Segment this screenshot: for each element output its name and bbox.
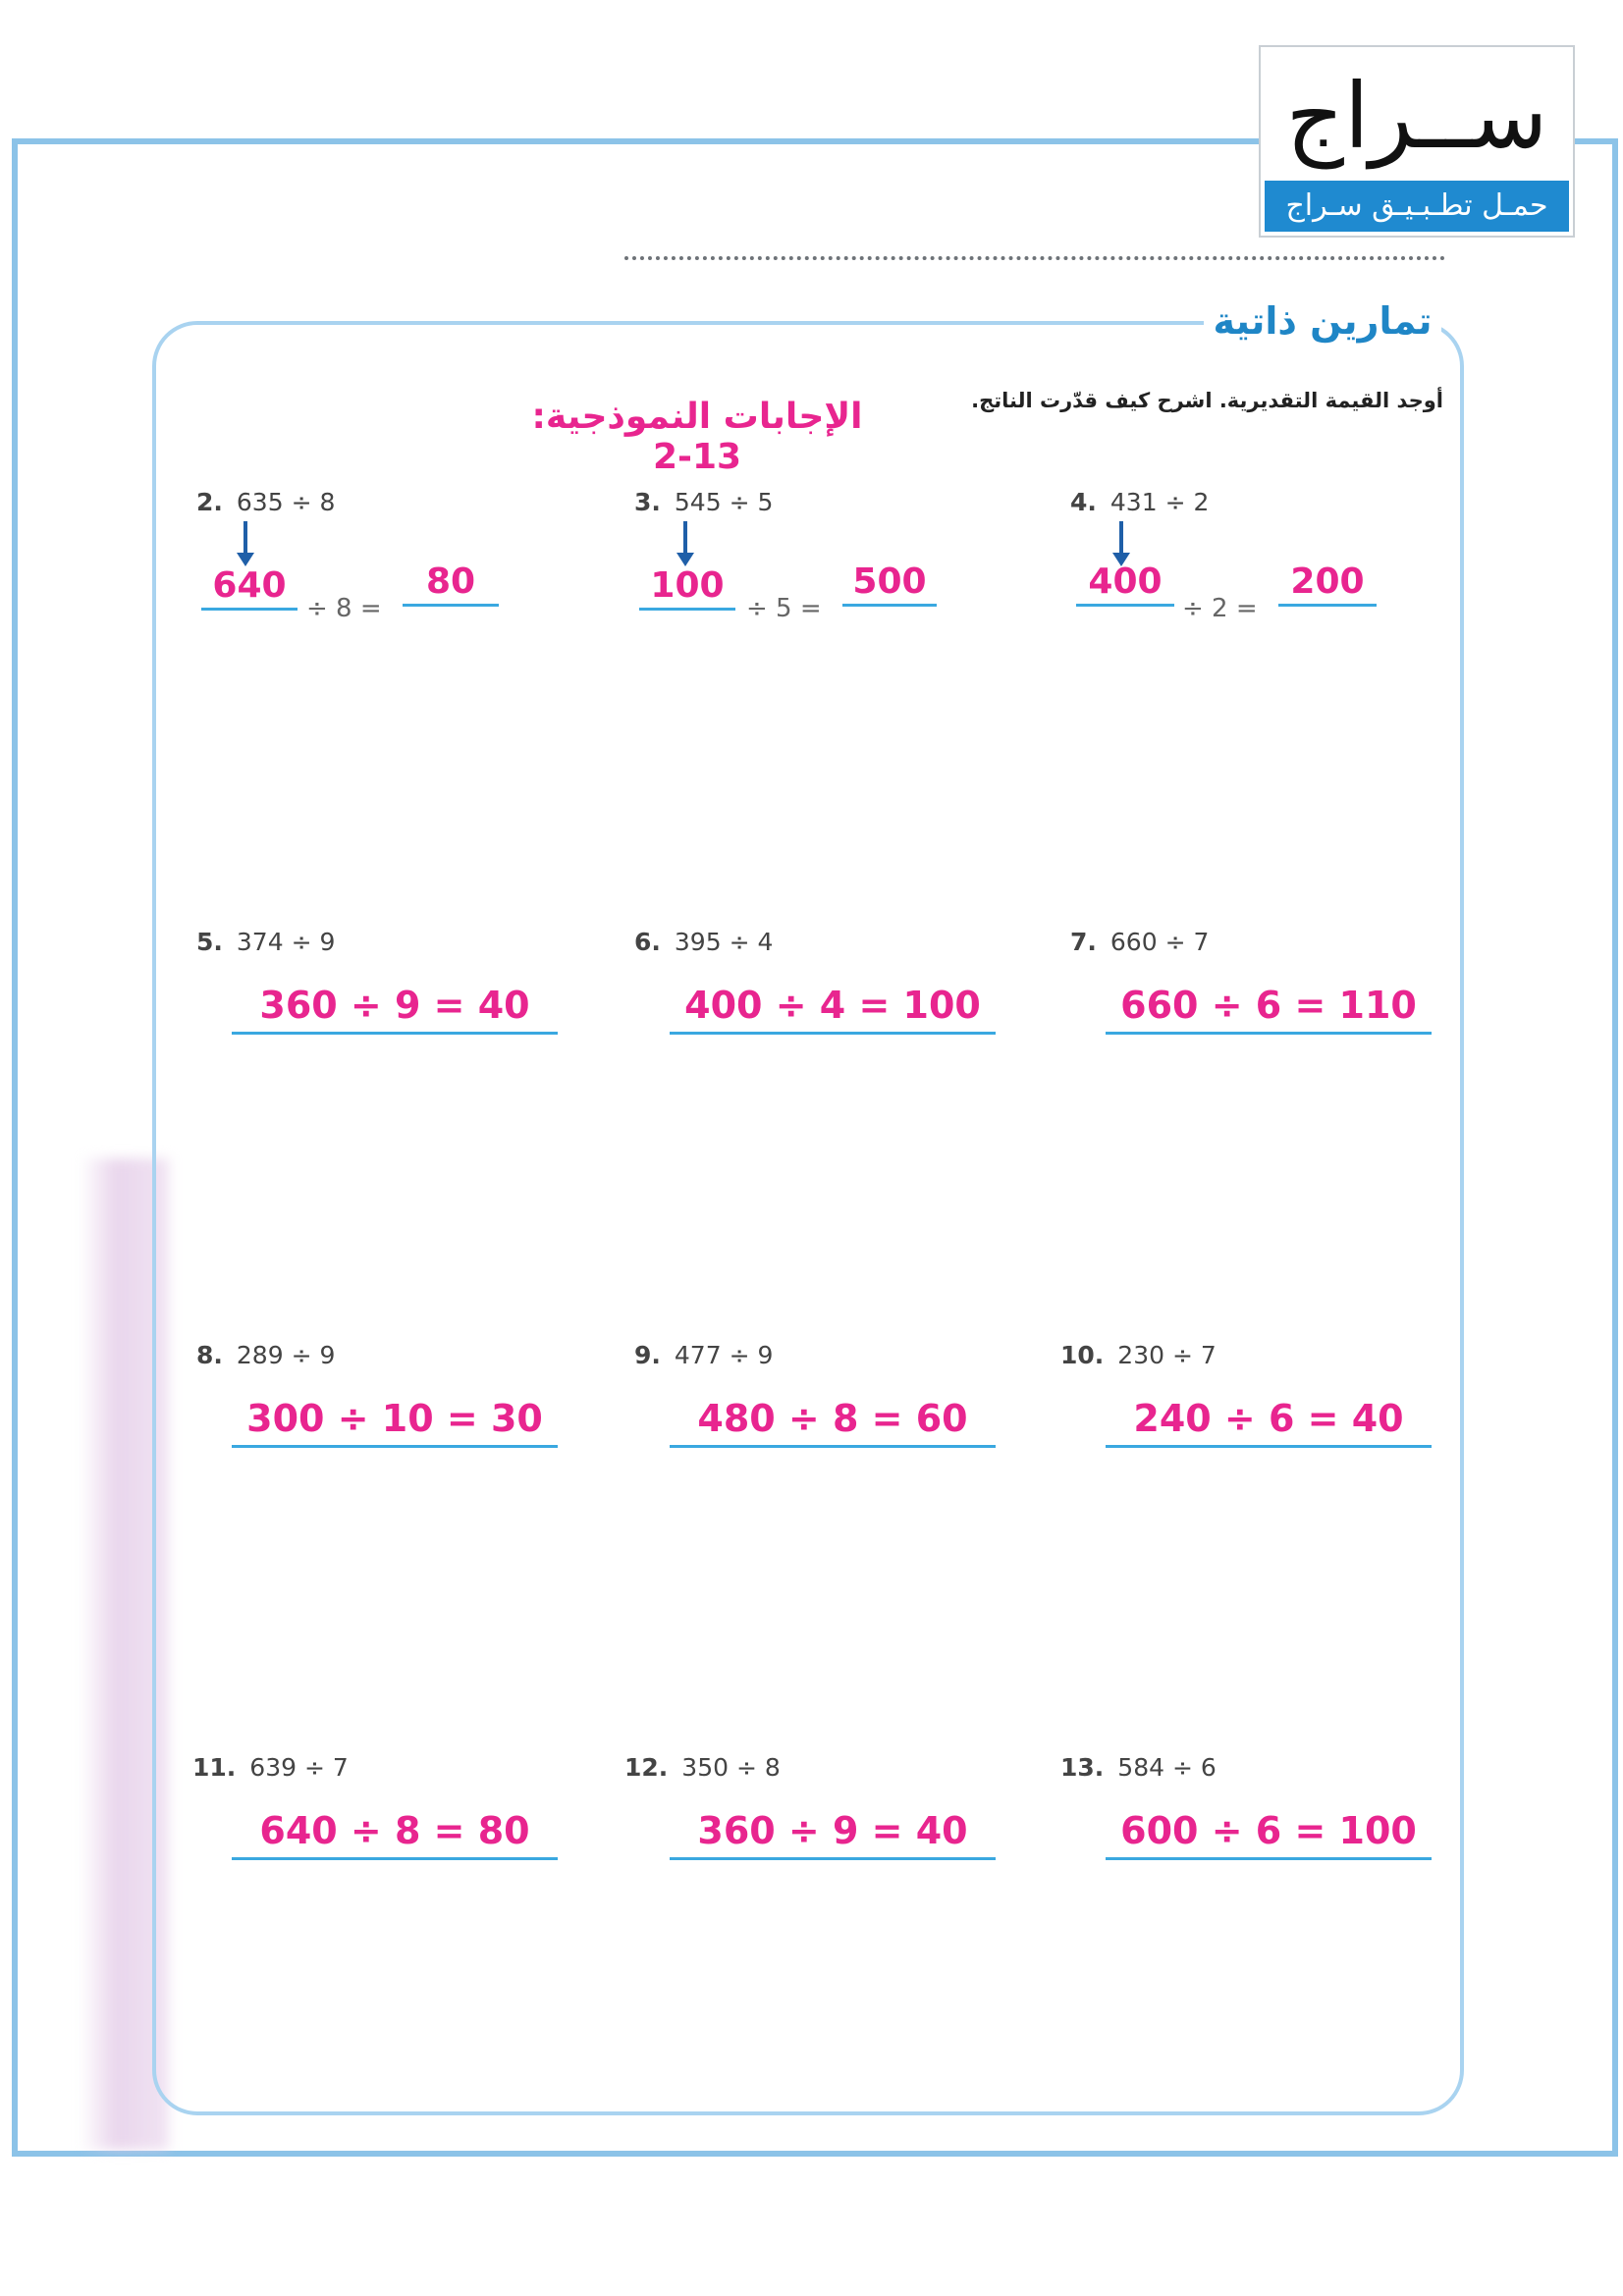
problem-6 [634,928,1047,1124]
problem-label [634,488,773,516]
answer-line: 300 ÷ 10 = 30 [232,1392,558,1448]
answer-line: 400 ÷ 4 = 100 [670,979,996,1035]
problem-5 [196,928,609,1124]
problem-number: 5. [196,928,223,956]
problem-expression: 431 ÷ 2 [1109,488,1210,516]
problem-number: 13. [1060,1753,1105,1782]
problem-label [196,928,335,956]
answer-line: 240 ÷ 6 = 40 [1106,1392,1432,1448]
siraj-logo[interactable] [1259,45,1575,238]
problem-label [1060,1341,1217,1369]
problem-label [634,1341,773,1369]
down-arrow-icon [1119,521,1123,557]
problem-number: 12. [624,1753,669,1782]
problem-expression: 374 ÷ 9 [236,928,336,956]
problem-3 [634,488,1047,684]
problem-number: 10. [1060,1341,1105,1369]
problem-number: 3. [634,488,661,516]
divisor-operation: ÷ 5 = [746,594,822,623]
problem-8 [196,1341,609,1537]
rounded-dividend: 100 [639,564,735,611]
problem-label [634,928,773,956]
problem-label [624,1753,781,1782]
problem-number: 6. [634,928,661,956]
problem-expression: 584 ÷ 6 [1117,1753,1217,1782]
rounded-dividend: 400 [1076,561,1174,607]
header-dotted-divider [624,256,1445,260]
logo-wordmark: ســراج [1285,64,1548,169]
problem-expression: 635 ÷ 8 [236,488,336,516]
problem-expression: 545 ÷ 5 [674,488,774,516]
answer-line: 640 ÷ 8 = 80 [232,1804,558,1860]
problem-9 [634,1341,1047,1537]
problem-number: 8. [196,1341,223,1369]
answer-line: 480 ÷ 8 = 60 [670,1392,996,1448]
estimate-result: 200 [1278,561,1377,607]
divisor-operation: ÷ 8 = [306,594,382,623]
problem-label [1060,1753,1217,1782]
divisor-operation: ÷ 2 = [1182,594,1258,623]
logo-tagline: حمـل تطـبـيـق سـراج [1265,181,1569,232]
rounded-dividend: 640 [201,564,298,611]
section-title: تمارين ذاتية [1204,296,1441,346]
problem-expression: 230 ÷ 7 [1117,1341,1217,1369]
problem-label [196,1341,335,1369]
problem-label [1070,928,1209,956]
problem-expression: 395 ÷ 4 [674,928,774,956]
estimate-result: 500 [842,561,937,607]
model-answers-title: الإجابات النموذجية: 13-2 [531,397,863,477]
answer-line: 360 ÷ 9 = 40 [670,1804,996,1860]
problem-number: 4. [1070,488,1097,516]
problem-expression: 477 ÷ 9 [674,1341,774,1369]
problem-4 [1070,488,1483,684]
problem-label [192,1753,349,1782]
estimate-result: 80 [403,561,499,607]
problem-10 [1060,1341,1473,1537]
problem-number: 9. [634,1341,661,1369]
problem-expression: 660 ÷ 7 [1109,928,1210,956]
problem-label [1070,488,1209,516]
answer-line: 600 ÷ 6 = 100 [1106,1804,1432,1860]
problem-11 [192,1753,605,1949]
down-arrow-icon [243,521,247,557]
instruction-text: أوجد القيمة التقديرية. اشرح كيف قدّرت الناتج. [971,389,1443,412]
problem-7 [1070,928,1483,1124]
problem-expression: 289 ÷ 9 [236,1341,336,1369]
problem-number: 7. [1070,928,1097,956]
problem-label [196,488,335,516]
problem-number: 11. [192,1753,237,1782]
answer-line: 660 ÷ 6 = 110 [1106,979,1432,1035]
problem-expression: 350 ÷ 8 [681,1753,781,1782]
down-arrow-icon [683,521,687,557]
problem-number: 2. [196,488,223,516]
problem-12 [624,1753,1037,1949]
problem-2 [196,488,609,684]
problem-13 [1060,1753,1473,1949]
answer-line: 360 ÷ 9 = 40 [232,979,558,1035]
problem-expression: 639 ÷ 7 [249,1753,349,1782]
